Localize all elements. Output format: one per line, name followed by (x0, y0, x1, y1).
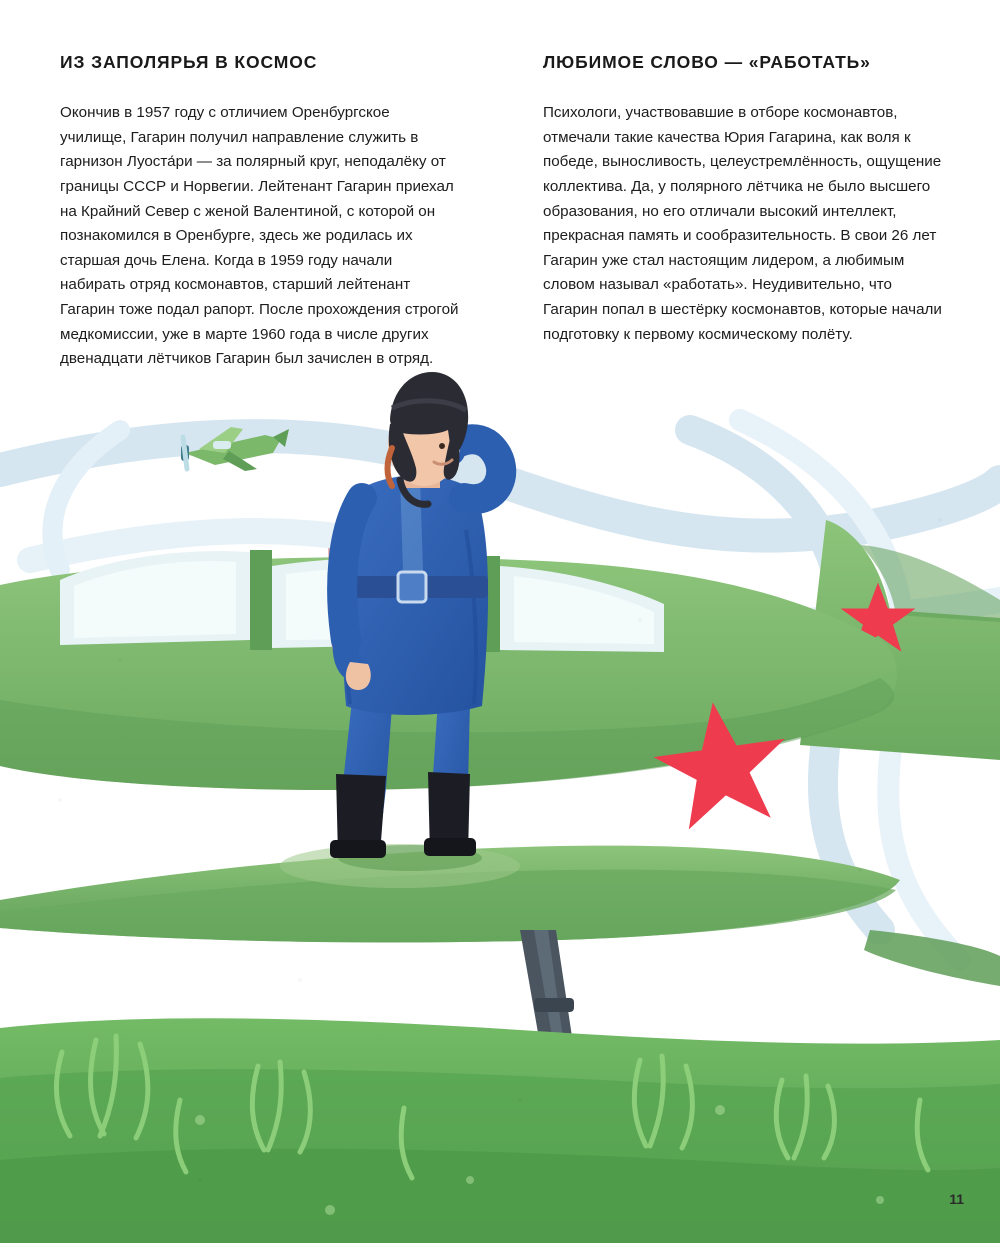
body-left: Окончив в 1957 году с отличием Оренбургское училище, Гагарин получил направление служить в гарнизон Луоста́ри — за полярный круг, неподалёку от границы СССР и Норвегии. Лейтенант Гагарин приехал на Крайний Север с женой Валентиной, с которой он познакомился в Оренбурге, здесь же родилась их старшая дочь Елена. Когда в 1959 году начали набирать отряд космонавтов, старший лейтенант Гагарин тоже подал рапорт. После прохождения строгой медкомиссии, уже в марте 1960 года в числе других двенадцати лётчиков Гагарин был зачислен в отряд. (60, 104, 459, 368)
body-right: Психологи, участвовавшие в отборе космонавтов, отмечали такие качества Юрия Гагарина, как воля к победе, выносливость, целеустремлённость, ощущение коллектива. Да, у полярного лётчика не было высшего образования, но его отличали высокий интеллект, прекрасная память и сообразительность. В свои 26 лет Гагарин уже стал настоящим лидером, а любимым словом называл «работать». Неудивительно, что Гагарин попал в шестёрку космонавтов, которые начали подготовку к первому космическому полёту. (543, 104, 942, 343)
grass-ground (0, 1018, 1000, 1243)
heading-right: ЛЮБИМОЕ СЛОВО — «РАБОТАТЬ» (543, 52, 871, 72)
column-right (543, 52, 943, 347)
page-number: 11 (949, 1191, 964, 1207)
column-left (60, 52, 460, 372)
heading-left: ИЗ ЗАПОЛЯРЬЯ В КОСМОС (60, 52, 318, 72)
text-area (0, 0, 1000, 400)
